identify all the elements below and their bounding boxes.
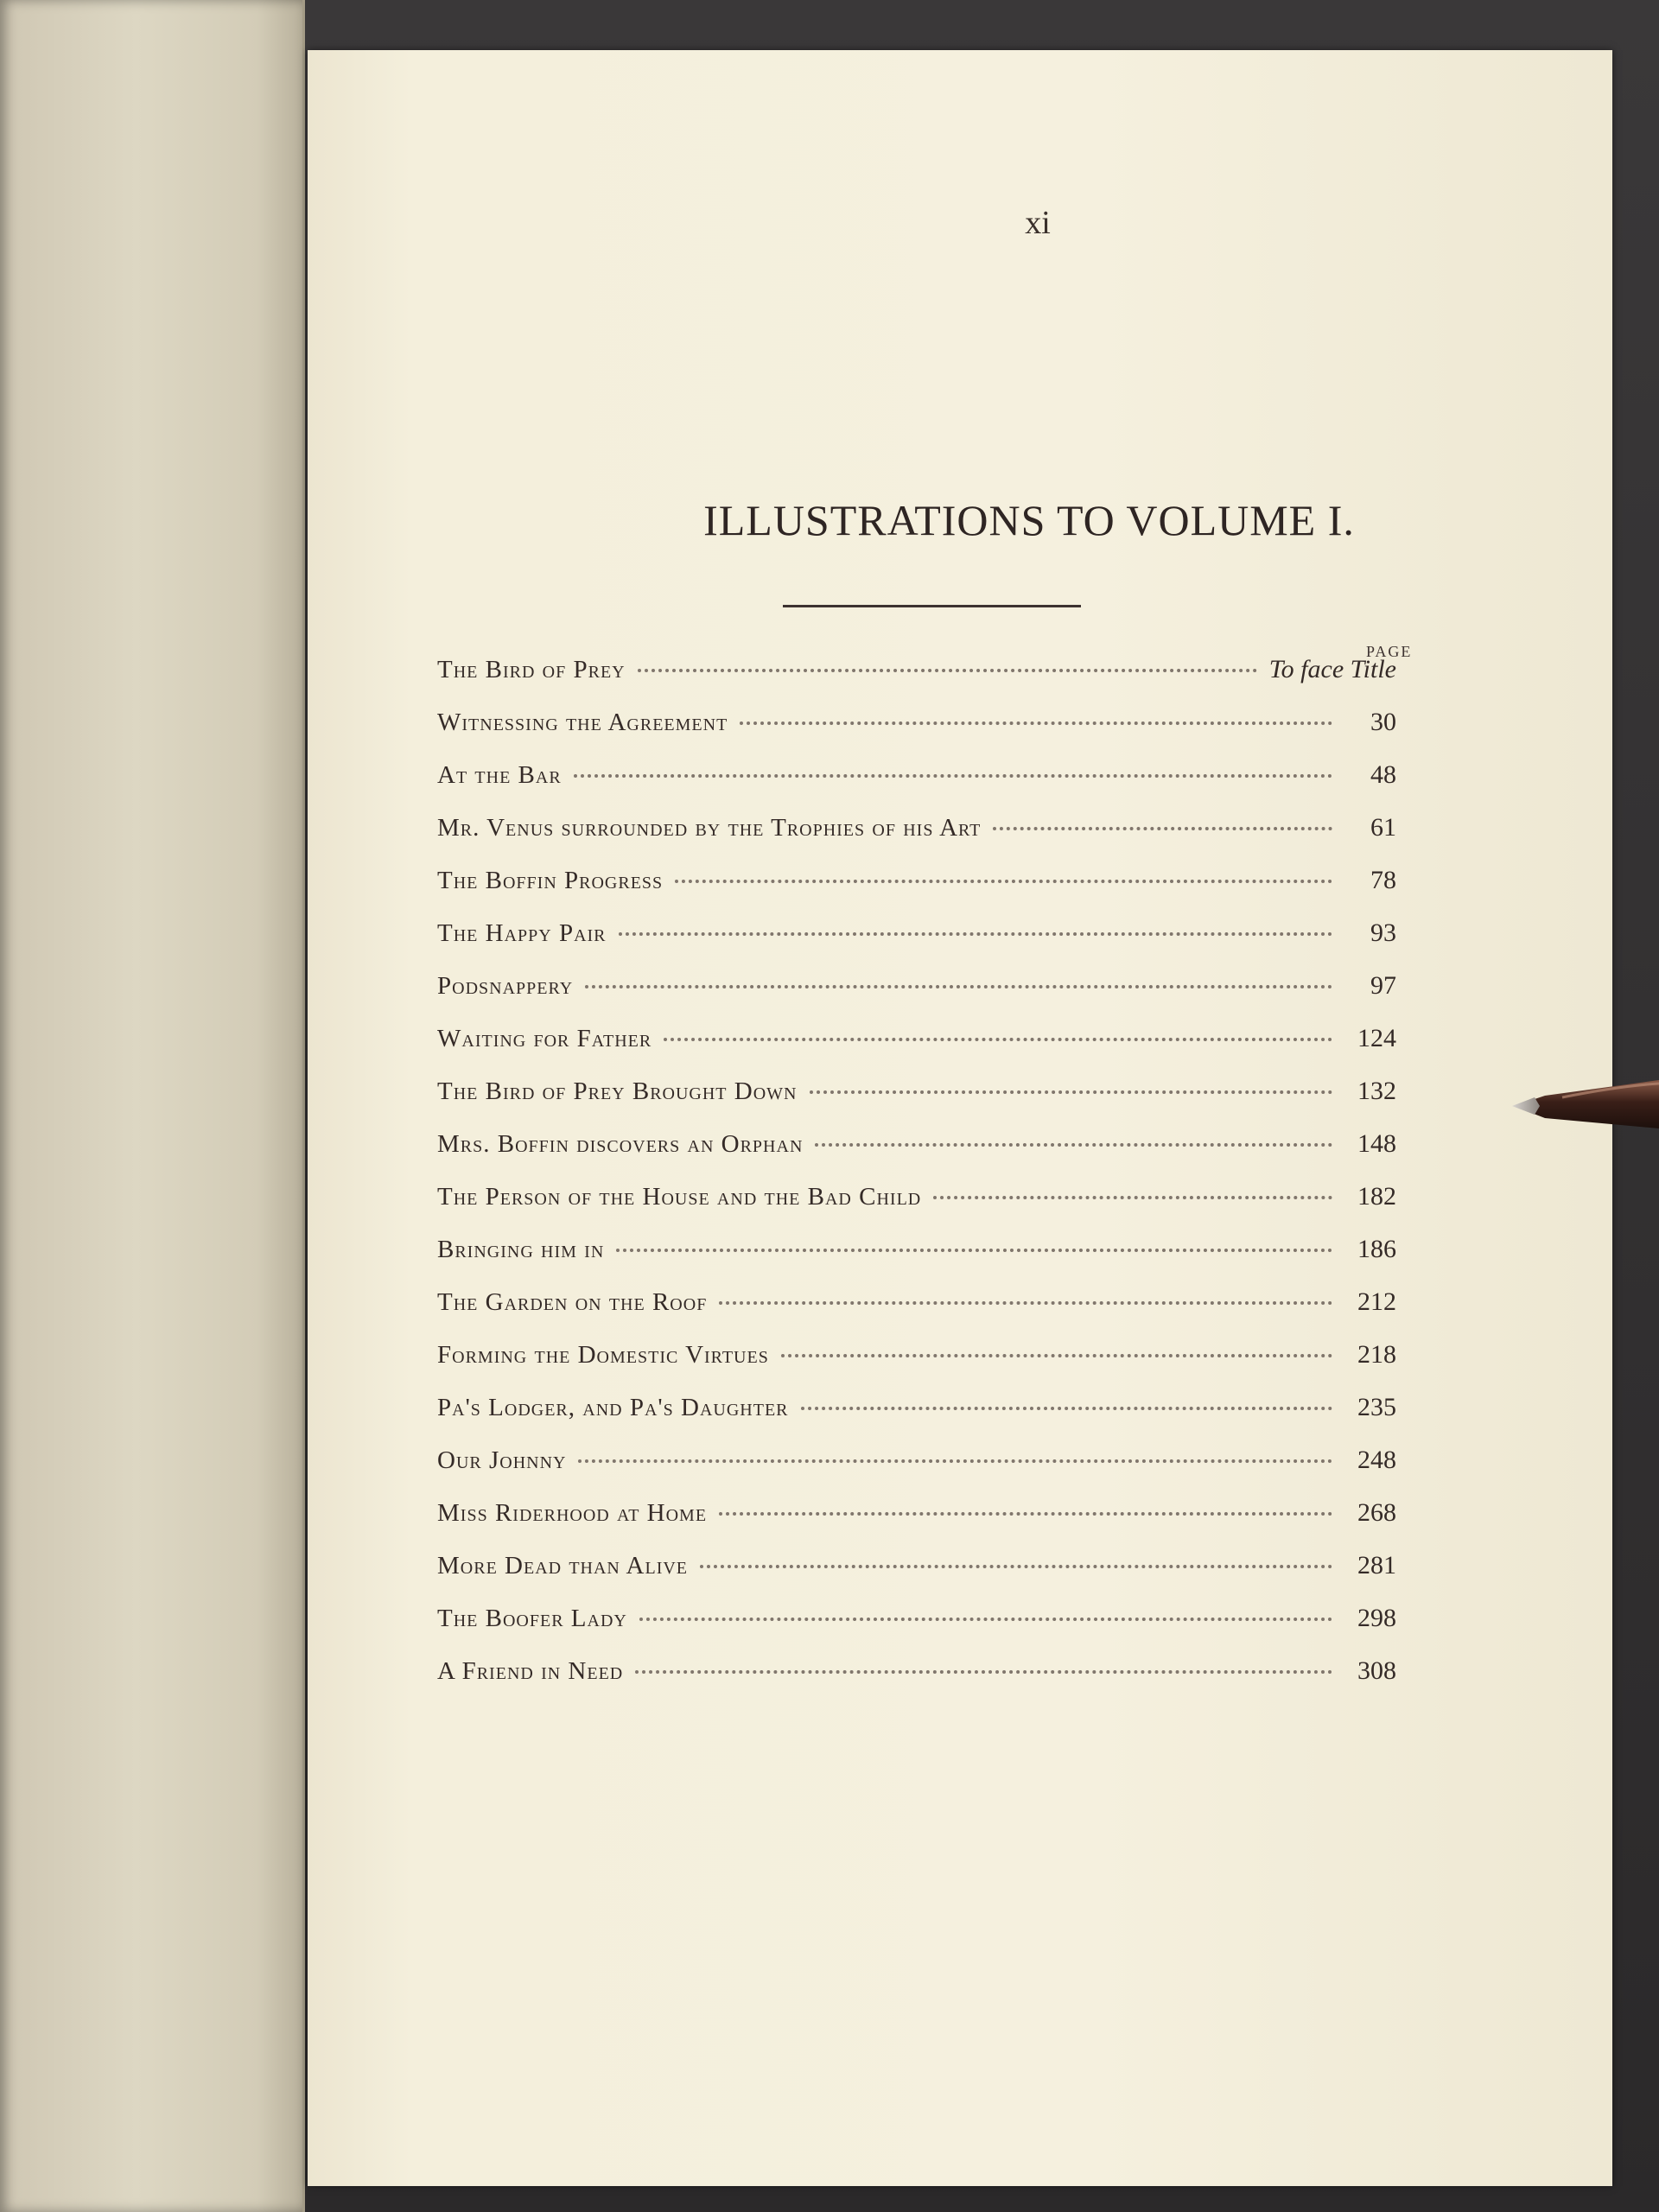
illustration-title: Pa's Lodger, and Pa's Daughter <box>437 1394 789 1421</box>
illustration-entry <box>437 1446 1396 1498</box>
dot-leader <box>740 721 1332 725</box>
illustration-entry <box>437 1024 1396 1077</box>
illustration-page: 30 <box>1370 708 1396 736</box>
illustration-entry <box>437 1182 1396 1235</box>
illustration-page: 248 <box>1357 1446 1396 1474</box>
illustration-entry <box>437 1235 1396 1287</box>
dot-leader <box>619 932 1332 936</box>
dot-leader <box>635 1670 1332 1674</box>
illustration-page: 218 <box>1357 1340 1396 1369</box>
illustration-page: 124 <box>1357 1024 1396 1052</box>
illustration-page: 48 <box>1370 760 1396 789</box>
illustration-entry <box>437 655 1396 708</box>
illustration-page: 93 <box>1370 918 1396 947</box>
dot-leader <box>801 1407 1332 1410</box>
illustration-page: 235 <box>1357 1393 1396 1421</box>
illustration-entry <box>437 1393 1396 1446</box>
illustration-page: To face Title <box>1268 655 1396 683</box>
illustration-page: 268 <box>1357 1498 1396 1527</box>
illustration-page: 61 <box>1370 813 1396 842</box>
dot-leader <box>700 1565 1332 1568</box>
illustration-entry <box>437 813 1396 866</box>
dot-leader <box>719 1512 1332 1516</box>
dot-leader <box>578 1459 1332 1463</box>
illustration-entry <box>437 1287 1396 1340</box>
dot-leader <box>993 827 1332 830</box>
illustration-entry <box>437 1551 1396 1604</box>
illustration-title: Witnessing the Agreement <box>437 709 728 736</box>
illustration-page: 298 <box>1357 1604 1396 1632</box>
illustration-page: 97 <box>1370 971 1396 1000</box>
book-page <box>308 50 1612 2186</box>
illustration-entry <box>437 1129 1396 1182</box>
illustration-title: Our Johnny <box>437 1446 567 1474</box>
illustration-title: More Dead than Alive <box>437 1552 689 1580</box>
dot-leader <box>719 1301 1332 1305</box>
illustration-entry <box>437 1604 1396 1656</box>
dot-leader <box>810 1090 1333 1094</box>
illustration-title: At the Bar <box>437 761 562 789</box>
dot-leader <box>933 1196 1332 1199</box>
illustration-page: 78 <box>1370 866 1396 894</box>
dot-leader <box>664 1038 1332 1041</box>
illustration-title: The Person of the House and the Bad Child <box>437 1183 922 1211</box>
left-page-edge <box>0 0 305 2212</box>
heading-rule <box>783 605 1081 607</box>
illustration-entry <box>437 918 1396 971</box>
dot-leader <box>781 1354 1332 1357</box>
dot-leader <box>585 985 1332 988</box>
illustration-entry <box>437 760 1396 813</box>
illustration-title: The Bird of Prey <box>437 656 626 683</box>
illustration-title: The Boofer Lady <box>437 1605 627 1632</box>
illustration-entry <box>437 708 1396 760</box>
dot-leader <box>574 774 1332 778</box>
dot-leader <box>638 669 1257 672</box>
illustration-page: 132 <box>1357 1077 1396 1105</box>
pen-tip-icon <box>1510 1075 1659 1135</box>
illustration-title: A Friend in Need <box>437 1657 624 1685</box>
illustration-page: 308 <box>1357 1656 1396 1685</box>
page-number: xi <box>1025 205 1051 241</box>
illustration-entry <box>437 1340 1396 1393</box>
illustration-title: Waiting for Father <box>437 1025 652 1052</box>
illustration-title: The Happy Pair <box>437 919 607 947</box>
page-column-label: PAGE <box>1366 643 1413 660</box>
illustration-entry <box>437 866 1396 918</box>
dot-leader <box>639 1618 1332 1621</box>
illustration-entry <box>437 1077 1396 1129</box>
illustration-entry <box>437 1498 1396 1551</box>
illustration-page: 212 <box>1357 1287 1396 1316</box>
dot-leader <box>815 1143 1332 1147</box>
illustration-title: Mrs. Boffin discovers an Orphan <box>437 1130 804 1158</box>
illustration-entry <box>437 971 1396 1024</box>
illustration-title: Forming the Domestic Virtues <box>437 1341 769 1369</box>
illustration-title: Bringing him in <box>437 1236 605 1263</box>
page-heading: ILLUSTRATIONS TO VOLUME I. <box>703 496 1355 544</box>
illustration-title: The Bird of Prey Brought Down <box>437 1077 798 1105</box>
illustration-title: Miss Riderhood at Home <box>437 1499 708 1527</box>
illustration-page: 182 <box>1357 1182 1396 1211</box>
illustration-page: 148 <box>1357 1129 1396 1158</box>
illustration-entry <box>437 1656 1396 1709</box>
illustration-title: Mr. Venus surrounded by the Trophies of his Art <box>437 814 982 842</box>
illustration-title: The Garden on the Roof <box>437 1288 708 1316</box>
illustration-page: 281 <box>1357 1551 1396 1580</box>
illustrations-list <box>437 655 1396 1709</box>
dot-leader <box>616 1249 1332 1252</box>
dot-leader <box>675 880 1332 883</box>
illustration-title: Podsnappery <box>437 972 574 1000</box>
illustration-title: The Boffin Progress <box>437 867 664 894</box>
illustration-page: 186 <box>1357 1235 1396 1263</box>
